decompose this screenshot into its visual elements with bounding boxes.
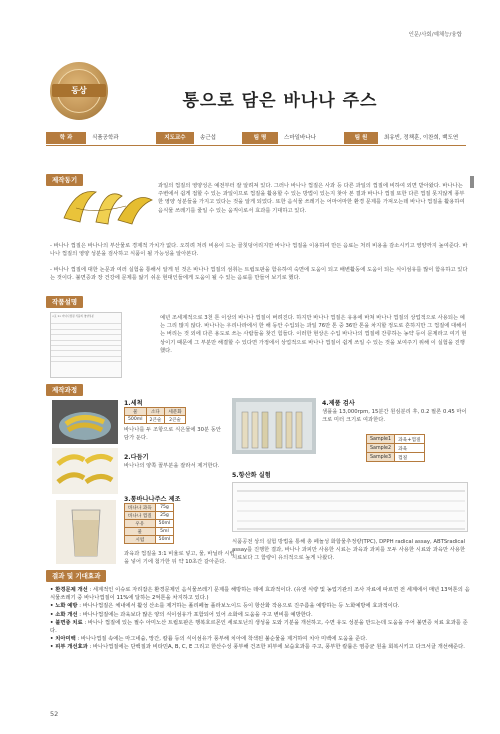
- antioxidant-table-image: [232, 482, 468, 532]
- trimming-photo: [52, 448, 118, 494]
- result-item: [50, 619, 470, 635]
- result-item: [50, 611, 470, 619]
- step5-title: 5.항산화 실험: [232, 472, 271, 479]
- cell: 50ml: [155, 520, 174, 528]
- cell: Sample3: [367, 453, 395, 462]
- side-marker: [470, 176, 474, 188]
- result-text: : 세계적인 이슈로 자리잡은 환경문제인 음식물쓰레기 문제를 해방하는 데에 효과적이다. (유엔 식량 및 농업기관의 조사 자료에 따르면 전 세계에서 매년 13억톤의 음식물쓰레기 중 바나나껍질이 11%에 달하는 2억톤을 차지하고 있다.): [50, 587, 470, 602]
- step1-title: 1.세척: [124, 400, 143, 407]
- cell: 과육: [395, 444, 425, 453]
- sample-tubes-photo: [232, 398, 316, 454]
- cell: 세분화: [165, 408, 185, 416]
- advisor-label: 지도교수: [156, 132, 194, 144]
- step4-title: 4.제품 검사: [322, 400, 355, 407]
- result-label: • 노화 예방: [50, 603, 78, 610]
- page-header: [0, 0, 500, 70]
- result-text: : 바나나껍질은 체내에서 활성 산소를 제거하는 폴리페놀 플라보노이드 등이 항산화 작용으로 진주름을 예방하는 등 노화예방에 효과적이다.: [79, 603, 400, 610]
- description-paragraph: 예년 조세계적으로 3천 톤 이상의 바나나 껍질이 버려진다. 하지만 바나나 껍질은 유용에 바쳐 바나나 껍질의 상업적으로 사용되는 예는 그리 많지 않다. 바나나는 우리나라에서 한 해 동안 수입되는 과일 76만 톤 중 36만 톤을 차지할 정도로 흔하지만 그 껍질에 대해서는 버리는 것 외에 다른 용도로 쓰는 사람들을 찾긴 힘들다. 이러한 현상은 수입 바나나의 껍질에 잔류하는 농약 등이 문제라고 여기 현상이기 때문에 그 부분만 해결할 수 있다면 가정에서 상업적으로 바나나 껍질이 쉽게 쓰일 수 있는 것을 보여주기 위해 이 실험을 진행했다.: [160, 315, 467, 354]
- result-label: • 피부 개선효과: [50, 644, 88, 651]
- washing-photo: [52, 400, 118, 444]
- category-label: 인문/사회/예체능/융합: [408, 32, 462, 38]
- step5-text: 식품공전 상의 실험 방법을 통해 총 페놀성 화합물추정량(TPC), DPPH radical assay, ABTSradical assay를 진행한 결과, 바나나 과피만 사용한 시료는 과육과 과피를 모두 사용한 시료와 과육만 사용한 시료보다 그 함량이 유의적으로 높게 나왔다.: [232, 539, 466, 561]
- antioxidant-table-thumbnail: [233, 483, 468, 532]
- result-item: [50, 635, 470, 643]
- cell: 시럽: [125, 536, 156, 544]
- result-text: : 바나나껍질에는 과육보다 많은 양의 식이섬유가 포함되어 있어 소화에 도움을 주고 변비를 예방한다.: [79, 611, 313, 618]
- cell: 2큰술: [165, 416, 185, 424]
- results-list: [50, 586, 470, 652]
- cell: 물: [125, 528, 156, 536]
- members-label: 팀 원: [344, 132, 378, 144]
- step1-text: 바나나를 두 조항으로 식은물에 30분 동안 담가 둔다.: [124, 427, 222, 441]
- step2-title: 2.다듬기: [124, 454, 149, 461]
- nutrition-table-image: [50, 312, 122, 378]
- cell: 5ml: [155, 528, 174, 536]
- motivation-bullet-2: - 바나나 껍질에 대한 논문과 여러 실험을 통해서 알게 된 것은 바나나 껍질의 섬취는 트립토판을 함유하여 숙면에 도움이 되고 배변활동에 도움이 되는 식이섬유를 많이 함유하고 있다는 것이다. 불면증과 장 건강에 문제를 앓기 쉬운 현대인들에게 도움이 될 수 있는 음료를 만들어 보기로 했다.: [50, 267, 468, 282]
- result-item: [50, 586, 470, 602]
- sample-table: [366, 434, 425, 462]
- banana-peel-image: [56, 178, 156, 230]
- cell: Sample1: [367, 435, 395, 444]
- result-item: [50, 602, 470, 610]
- result-text: : 바나나껍질 속에는 마그네슘, 망간, 칼륨 등의 식이섬유가 풍부해 치아에 착색된 불순물을 제거하여 치아 미백에 도움을 준다.: [77, 636, 368, 643]
- step4-text: 샘플을 13,000rpm, 15분간 원심분리 후, 0.2 필론 0.45 마이크로 미터 크기로 여과한다.: [322, 409, 467, 423]
- cell: 500ml: [125, 416, 147, 424]
- cell: 75g: [155, 504, 174, 512]
- result-label: • 환경문제 개선: [50, 587, 88, 593]
- team-label: 팀 명: [242, 132, 278, 144]
- nutrition-table-caption: <표 1> 바나나껍질 식품의 영양성분: [52, 315, 94, 318]
- cell: 우유: [125, 520, 156, 528]
- result-label: • 불면증 치료: [50, 619, 83, 626]
- juice-glass-illustration: [56, 500, 116, 564]
- section-motivation-header: 제작동기: [46, 174, 83, 186]
- step3-text: 과육과 껍질을 3:1 비율로 넣고, 물, 바닐라 시럽을 넣어 기에 첨가한 뒤 약 10초간 갈아준다.: [124, 551, 235, 565]
- result-label: • 치아미백: [50, 636, 76, 643]
- step2-text: 바나나의 양쪽 꼴부분을 잘라서 제거한다.: [124, 463, 220, 469]
- page-title: 통으로 담은 바나나 주스: [182, 91, 378, 111]
- step3-table: [124, 503, 174, 544]
- motivation-bullet-1: - 바나나 껍질은 바나나의 부산물로 경제적 가치가 없다. 오히려 처리 비용이 드는 골칫덩어리지만 바나나 껍질을 이용하여 만든 음료는 처리 비용을 감소시키고 영양까지 높여준다. 바나나 껍질의 영양 성분을 검사하고 식품이 될 가능성을 알아본다.: [50, 243, 468, 258]
- cell: 바나나 껍질: [125, 512, 156, 520]
- advisor-value: 송근섭: [200, 135, 216, 141]
- team-value: 스마일바나나: [284, 135, 316, 141]
- cell: 과육+껍질: [395, 435, 425, 444]
- members-value: 최유빈, 정책훈, 이찬희, 백도연: [384, 135, 459, 141]
- result-text: : 바나나 껍질에 있는 필수 아미노산 트립토판은 행복호르몬인 세로토닌의 생성을 도와 기분을 개선하고, 수면 유도 성분을 만드는데 도움을 주어 불면증 치료 효과를 준다.: [50, 619, 468, 635]
- step1-table: [124, 407, 186, 424]
- section-description-header: 작품설명: [46, 296, 83, 308]
- cell: 50ml: [155, 536, 174, 544]
- cell: 물: [125, 408, 147, 416]
- motivation-paragraph: 과일의 껍질의 영양성은 예전부터 잘 알려져 있다. 그러나 바나나 껍질은 사과 등 다른 과일의 껍질에 비하여 외면 받아왔다. 바나나는 주변에서 쉽게 접할 수 있는 과일이므로 껍질을 활용할 수 있는 방법이 있는지 찾아 본 결과 바나나 껍질 또한 다른 껍질 못지않게 풍부한 영양 성분들을 가지고 있다는 것을 알게 되었다. 또한 음식물 쓰레기는 어마어마한 환경 문제를 가져오는데 바나나 껍질을 활용하여 음식물 쓰레기를 줄일 수 있는 움직이로서 효과를 기대하고 있다.: [158, 183, 465, 214]
- dept-label: 학 과: [46, 132, 86, 144]
- page-number: 52: [50, 710, 59, 718]
- juice-photo: [56, 500, 116, 564]
- award-badge: [50, 62, 108, 122]
- result-item: [50, 643, 470, 651]
- tubes-illustration: [232, 398, 316, 454]
- cell: 2큰술: [146, 416, 165, 424]
- thumb-row: [51, 357, 121, 362]
- result-label: • 소화 개선: [50, 611, 78, 618]
- cell: 바나나 과육: [125, 504, 156, 512]
- dept-value: 식품공학과: [92, 135, 119, 141]
- result-text: : 바나나껍질에는 단백질과 비타민A, B, C, E 그리고 한산수성 풍부해 건조한 피부에 보습효과를 주고, 풍부한 칼륨은 염증균 원을 회복시키고 다크서클 개선해준다.: [89, 644, 465, 651]
- section-results-header: 결과 및 기대효과: [46, 570, 106, 582]
- trimming-illustration: [52, 448, 118, 494]
- cell: 25g: [155, 512, 174, 520]
- badge-label: 동상: [52, 84, 106, 97]
- cell: 소다: [146, 408, 165, 416]
- washing-illustration: [52, 400, 118, 444]
- cell: 껍질: [395, 453, 425, 462]
- step3-title: 3.통바나나주스 제조: [124, 496, 181, 503]
- section-process-header: 제작과정: [46, 384, 83, 396]
- info-divider: [46, 145, 466, 146]
- cell: Sample2: [367, 444, 395, 453]
- info-bar: [46, 132, 466, 144]
